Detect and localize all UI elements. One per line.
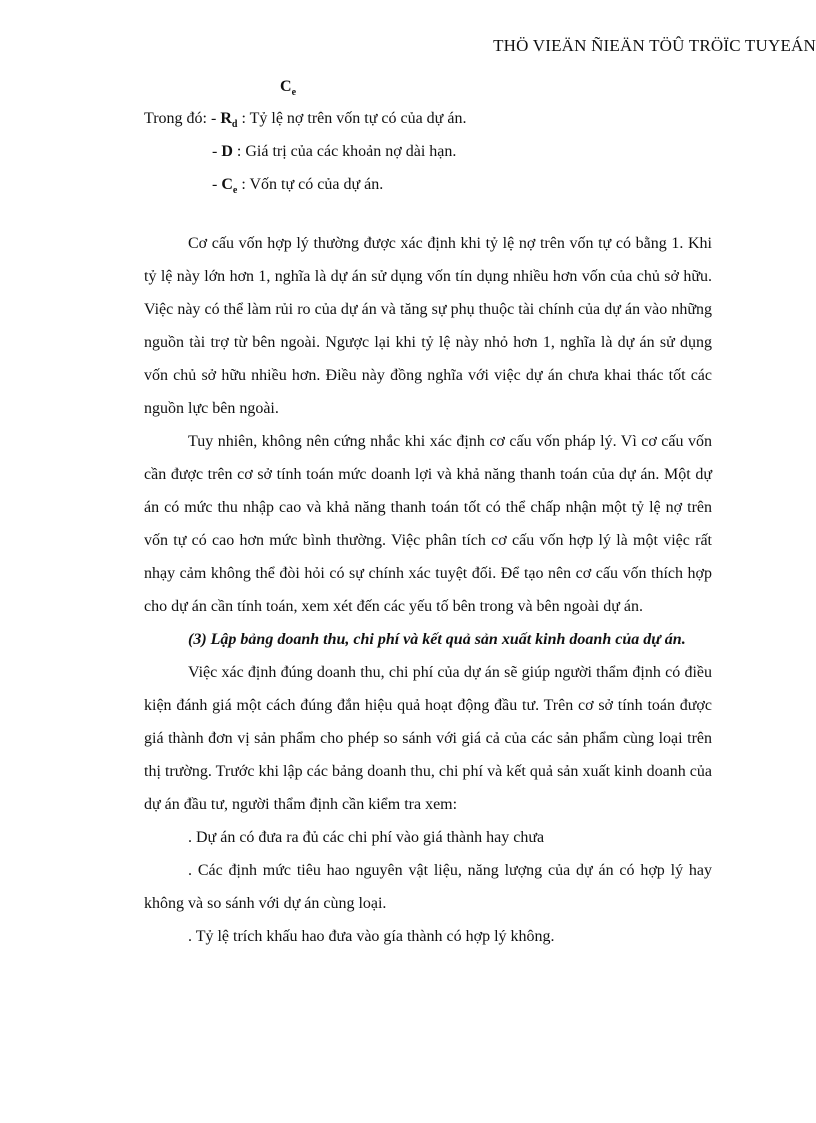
paragraph-revenue-cost: Việc xác định đúng doanh thu, chi phí của dự án sẽ giúp người thẩm định có điều kiện đánh giá một cách đúng đắn hiệu quả hoạt động đầu tư. Trên cơ sở tính toán được giá thành đơn vị sản phẩm cho phép so sánh với giá cả của các sản phẩm cùng loại trên thị trường. Trước khi lập các bảng doanh thu, chi phí và kết quả sản xuất kinh doanh của dự án đầu tư, người thẩm định cần kiểm tra xem: bbox=[144, 664, 712, 813]
definition-d bbox=[144, 135, 712, 168]
definition-ce bbox=[144, 168, 712, 201]
ce-subscript: e bbox=[291, 87, 297, 99]
formula-denominator bbox=[144, 72, 712, 102]
ce-def-symbol: C bbox=[221, 176, 233, 193]
rd-subscript: d bbox=[231, 119, 238, 131]
list-item: . Các định mức tiêu hao nguyên vật liệu, năng lượng của dự án có hợp lý hay không và so sánh với dự án cùng loại. bbox=[144, 862, 712, 912]
rd-symbol: R bbox=[220, 110, 232, 127]
d-dash: - bbox=[212, 143, 222, 160]
paragraph-capital-structure: Cơ cấu vốn hợp lý thường được xác định khi tỷ lệ nợ trên vốn tự có bằng 1. Khi tỷ lệ này lớn hơn 1, nghĩa là dự án sử dụng vốn tín dụng nhiều hơn vốn của chủ sở hữu. Việc này có thể làm rủi ro của dự án và tăng sự phụ thuộc tài chính của dự án vào những nguồn tài trợ từ bên ngoài. Ngược lại khi tỷ lệ này nhỏ hơn 1, nghĩa là dự án sử dụng vốn chủ sở hữu nhiều hơn. Điều này đồng nghĩa với việc dự án chưa khai thác tốt các nguồn lực bên ngoài. bbox=[144, 235, 712, 417]
document-body bbox=[144, 72, 712, 953]
section-heading-3: (3) Lập bảng doanh thu, chi phí và kết quả sản xuất kinh doanh của dự án. bbox=[188, 631, 686, 648]
list-item: . Tỷ lệ trích khấu hao đưa vào gía thành có hợp lý không. bbox=[188, 928, 555, 945]
paragraph-flexibility: Tuy nhiên, không nên cứng nhắc khi xác định cơ cấu vốn pháp lý. Vì cơ cấu vốn cần được trên cơ sở tính toán mức doanh lợi và khả năng thanh toán của dự án. Một dự án có mức thu nhập cao và khả năng thanh toán tốt có thể chấp nhận một tỷ lệ nợ trên vốn tự có cao hơn mức bình thường. Việc phân tích cơ cấu vốn hợp lý là một việc rất nhạy cảm không thể đòi hỏi có sự chính xác tuyệt đối. Để tạo nên cơ cấu vốn thích hợp cho dự án cần tính toán, xem xét đến các yếu tố bên trong và bên ngoài dự án. bbox=[144, 433, 712, 615]
d-symbol: D bbox=[221, 143, 233, 160]
ce-dash: - bbox=[212, 176, 222, 193]
definition-rd bbox=[144, 102, 712, 135]
ce-symbol: C bbox=[280, 78, 292, 95]
definition-prefix: Trong đó: - bbox=[144, 110, 221, 127]
spacer bbox=[144, 201, 712, 227]
page-header: THÖ VIEÄN ÑIEÄN TÖÛ TRÖÏC TUYEÁN bbox=[493, 36, 816, 55]
ce-def-subscript: e bbox=[232, 185, 238, 197]
ce-description: : Vốn tự có của dự án. bbox=[237, 176, 384, 193]
rd-description: : Tỷ lệ nợ trên vốn tự có của dự án. bbox=[237, 110, 467, 127]
d-description: : Giá trị của các khoản nợ dài hạn. bbox=[232, 143, 457, 160]
list-item: . Dự án có đưa ra đủ các chi phí vào giá thành hay chưa bbox=[188, 829, 545, 846]
